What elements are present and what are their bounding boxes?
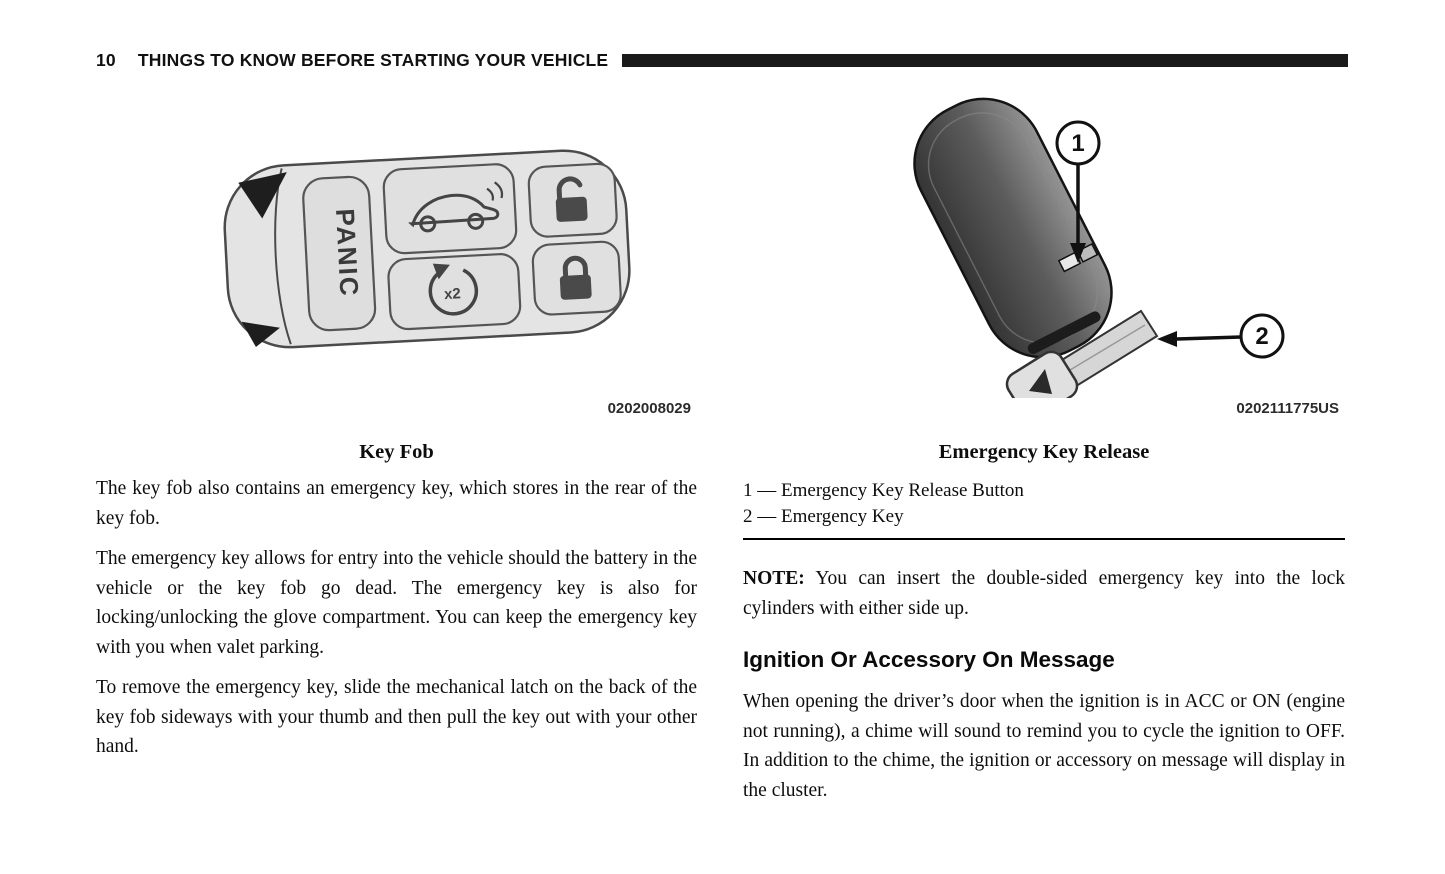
callout-1-number: 1: [1071, 130, 1085, 157]
legend-item: 1 — Emergency Key Release Button: [743, 480, 1024, 501]
note-label: NOTE:: [743, 568, 805, 589]
left-column: [96, 88, 697, 773]
callout-2-number: 2: [1255, 323, 1269, 350]
legend-rule: [743, 538, 1345, 540]
figure-legend: [743, 478, 1345, 540]
emergency-key-release-figure: [743, 88, 1345, 417]
section-paragraph: When opening the driver’s door when the ignition is in ACC or ON (engine not running), a chime will sound to remind you to cycle the ignition to OFF. In addition to the chime, the ignition or accessory on message will display in the cluster.: [743, 691, 1345, 801]
header-rule-bar: [622, 54, 1348, 67]
x2-label: x2: [443, 285, 462, 304]
figure-caption-key-fob: Key Fob: [359, 441, 434, 463]
right-column: [743, 88, 1345, 805]
paragraph: The emergency key allows for entry into the vehicle should the battery in the vehicle or the key fob go dead. The emergency key is also for locking/unlocking the glove compartment. You can keep the emergency key with you when valet parking.: [96, 548, 697, 658]
paragraph: The key fob also contains an emergency key, which stores in the rear of the key fob.: [96, 478, 697, 529]
note-paragraph: [743, 564, 1345, 623]
panic-label: PANIC: [329, 207, 365, 299]
legend-item: 2 — Emergency Key: [743, 506, 904, 527]
remote-start-button: [383, 163, 517, 254]
callout-2: [1157, 315, 1283, 357]
key-fob-illustration: [96, 88, 697, 398]
header-title: THINGS TO KNOW BEFORE STARTING YOUR VEHICLE: [137, 50, 609, 70]
page-number: 10: [96, 50, 116, 70]
left-body-text: [96, 474, 697, 762]
figure-code: 0202111775US: [1236, 400, 1339, 417]
key-fob-figure: [96, 88, 697, 417]
emergency-key-release-illustration: [743, 88, 1345, 398]
figure-code: 0202008029: [607, 400, 691, 417]
page-header: [96, 50, 1348, 71]
note-text: You can insert the double-sided emergency key into the lock cylinders with either side up.: [743, 568, 1345, 619]
paragraph: To remove the emergency key, slide the mechanical latch on the back of the key fob sideways with your thumb and then pull the key out with your other hand.: [96, 677, 697, 757]
section-heading: Ignition Or Accessory On Message: [743, 647, 1115, 672]
figure-caption-emergency-key: Emergency Key Release: [938, 441, 1150, 463]
